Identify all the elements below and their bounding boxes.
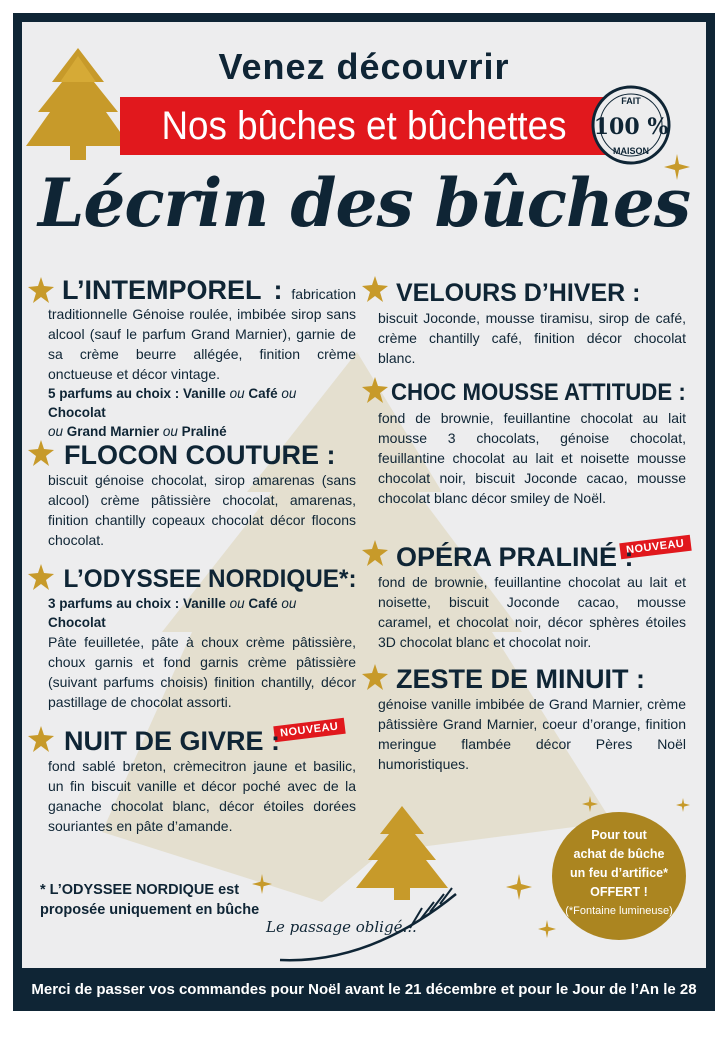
wheat-icon xyxy=(260,864,470,968)
product-opera-praline xyxy=(378,542,686,652)
offer-line: un feu d’artifice* xyxy=(570,866,668,880)
seal-100-maison xyxy=(590,84,672,166)
product-title: L’INTEMPOREL : xyxy=(62,275,283,305)
gold-star-icon xyxy=(582,796,598,812)
product-description: biscuit génoise chocolat, sirop amarenas (sans alcool) crème pâtissière chocolat, amarenas, finition chantilly copeaux chocolat décor flocons chocolat. xyxy=(48,472,356,548)
product-description: fond de brownie, feuillantine chocolat au lait mousse 3 chocolats, génoise chocolat, feuillantine chocolat au lait et noisette mousse chocolat noir, biscuit Joconde cacao, mousse chocolat blanc décor smiley de Noël. xyxy=(378,410,686,506)
product-title: CHOC MOUSSE ATTITUDE : xyxy=(390,379,686,406)
offer-line: achat de bûche xyxy=(573,847,665,861)
footnote: * L’ODYSSEE NORDIQUE est proposée uniquement en bûche xyxy=(40,882,260,918)
product-title: NUIT DE GIVRE : xyxy=(64,726,281,756)
new-badge: NOUVEAU xyxy=(273,718,345,742)
offer-line: Pour tout xyxy=(591,828,647,842)
offer-badge xyxy=(552,812,686,940)
product-description: fond sablé breton, crèmecitron jaune et basilic, un fin biscuit vanille et décor poché avec de la ganache chocolat blanc, décor étoiles dorées souriantes en pâte d’amande. xyxy=(48,758,356,834)
product-title: OPÉRA PRALINÉ : xyxy=(396,542,634,572)
product-flavours: 3 parfums au choix : Vanille ou Café ou Chocolat xyxy=(48,596,297,630)
product-description: fond de brownie, feuillantine chocolat au lait et noisette, biscuit Joconde cacao, mousse caramel, et chocolat noir, décor sphères étoiles 3D chocolat blanc et chocolat noir. xyxy=(378,574,686,650)
gold-star-icon xyxy=(506,874,532,900)
seal-middle: 100 % xyxy=(593,114,669,140)
product-intemporel xyxy=(48,275,356,441)
seal-bottom: MAISON xyxy=(613,146,649,156)
product-title: VELOURS D’HIVER : xyxy=(396,279,641,307)
poster xyxy=(22,22,706,968)
seal-top: FAIT xyxy=(621,96,641,106)
gold-star-icon xyxy=(676,798,690,812)
poster-title: Lécrin des bûches xyxy=(37,164,691,242)
gold-star-icon xyxy=(252,874,272,894)
product-title: FLOCON COUTURE : xyxy=(64,440,336,470)
product-description: biscuit Joconde, mousse tiramisu, sirop de café, crème chantilly café, finition décor chocolat blanc. xyxy=(378,310,686,366)
footer-notice: Merci de passer vos commandes pour Noël avant le 21 décembre et pour le Jour de l’An le 28 décembre ! xyxy=(13,968,715,1011)
intro-heading: Venez découvrir xyxy=(218,46,510,87)
offer-line: OFFERT ! xyxy=(590,885,648,899)
banner xyxy=(120,97,608,155)
product-flocon-couture xyxy=(48,440,356,550)
product-odyssee-nordique xyxy=(48,564,356,712)
product-title: L’ODYSSEE NORDIQUE*: xyxy=(63,565,357,593)
banner-text: Nos bûches et bûchettes xyxy=(161,104,567,148)
product-description: génoise vanille imbibée de Grand Marnier, crème pâtissière Grand Marnier, coeur d’orange, finition meringue flambée décor Pères Noël humoristiques. xyxy=(378,696,686,772)
product-title: ZESTE DE MINUIT : xyxy=(396,664,645,694)
signature: Le passage obligé... xyxy=(266,918,417,936)
product-flavours: 5 parfums au choix : Vanille ou Café ou Chocolat ou Grand Marnier ou Praliné xyxy=(48,386,297,439)
gold-star-icon xyxy=(538,920,556,938)
new-badge: NOUVEAU xyxy=(619,535,691,559)
product-nuit-de-givre xyxy=(48,726,356,836)
product-description: fabrication traditionnelle Génoise roulée, imbibée sirop sans alcool (sauf le parfum Grand Marnier), garnie de sa crème beurre allégée, finition crème onctueuse et décor vintage. xyxy=(48,286,356,382)
product-velours-d-hiver xyxy=(378,278,686,368)
offer-line: (*Fontaine lumineuse) xyxy=(565,905,673,917)
product-choc-mousse-attitude xyxy=(378,378,686,508)
product-description: Pâte feuilletée, pâte à choux crème pâtissière, choux garnis et fond garnis crème pâtissière (suivant parfums choisis) finition chantilly, décor pastillage de chocolat assorti. xyxy=(48,634,356,710)
product-zeste-de-minuit xyxy=(378,664,686,774)
